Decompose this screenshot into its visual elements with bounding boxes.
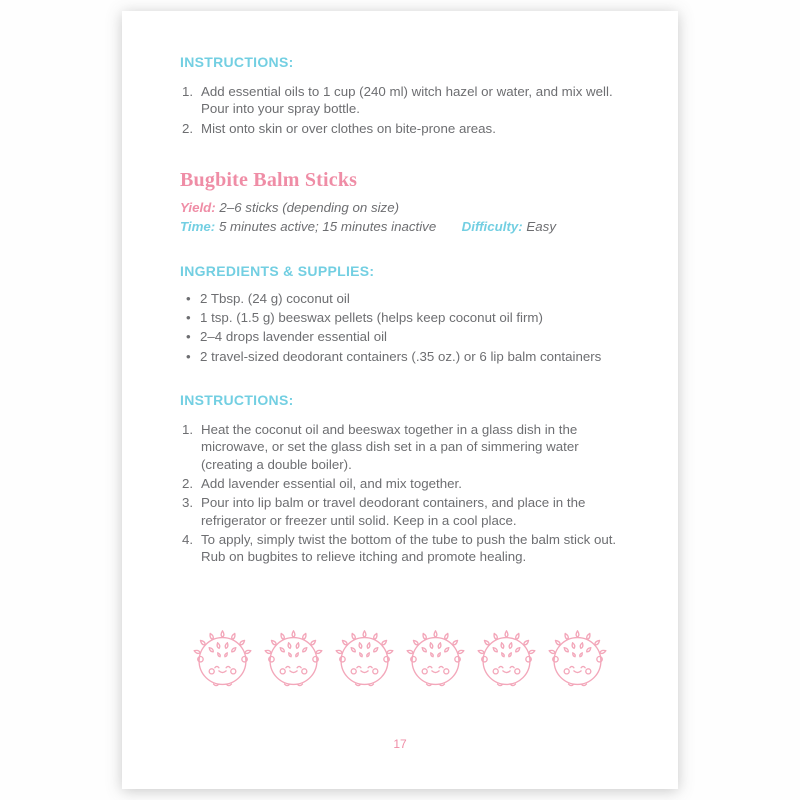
step-number: 4.	[182, 531, 194, 547]
page-content	[122, 11, 676, 565]
hedgehog-icon	[262, 625, 325, 688]
step-number: 2.	[182, 475, 194, 491]
step-text: Add lavender essential oil, and mix together.	[201, 475, 462, 491]
time-label: Time:	[180, 219, 216, 235]
ingredient-item: • 2 travel-sized deodorant containers (.35 oz.) or 6 lip balm containers	[186, 348, 632, 365]
hedgehog-icon	[404, 625, 467, 688]
hedgehog-icon	[546, 625, 609, 688]
difficulty-value: Easy	[526, 219, 556, 235]
instruction-step	[182, 421, 632, 473]
instructions-main-heading: INSTRUCTIONS:	[180, 391, 294, 408]
ingredient-item: • 2–4 drops lavender essential oil	[186, 328, 632, 345]
instructions-main-list	[180, 421, 632, 565]
instructions-top-list	[180, 83, 632, 137]
step-text: Pour into lip balm or travel deodorant containers, and place in the refrigerator or freezer until solid. Keep in a cool place.	[201, 495, 586, 528]
step-number: 1.	[182, 422, 194, 438]
ingredient-item: • 1 tsp. (1.5 g) beeswax pellets (helps keep coconut oil firm)	[186, 309, 632, 326]
instructions-main-section	[180, 391, 632, 565]
instruction-step	[182, 494, 632, 529]
step-number: 2.	[182, 120, 194, 136]
ingredient-item: • 2 Tbsp. (24 g) coconut oil	[186, 290, 632, 307]
step-text: Add essential oils to 1 cup (240 ml) witch hazel or water, and mix well. Pour into your spray bottle.	[201, 84, 613, 117]
instruction-step	[182, 83, 632, 118]
yield-line	[180, 199, 632, 216]
yield-label: Yield:	[180, 200, 216, 216]
time-value: 5 minutes active; 15 minutes inactive	[218, 219, 437, 235]
instruction-step	[182, 120, 632, 137]
step-text: Mist onto skin or over clothes on bite-prone areas.	[201, 120, 496, 136]
hedgehog-icon	[475, 625, 538, 688]
step-text: Heat the coconut oil and beeswax together in a glass dish in the microwave, or set the glass dish set in a pan of simmering water (creating a double boiler).	[201, 422, 579, 472]
step-text: To apply, simply twist the bottom of the tube to push the balm stick out. Rub on bugbites to relieve itching and promote healing.	[201, 531, 617, 565]
book-page	[122, 11, 678, 789]
yield-value: 2–6 sticks (depending on size)	[219, 200, 400, 216]
page-number: 17	[393, 737, 407, 751]
instruction-step	[182, 531, 632, 566]
recipe-title: Bugbite Balm Sticks	[180, 169, 358, 192]
hedgehog-decoration-row	[122, 625, 678, 688]
ingredients-heading: INGREDIENTS & SUPPLIES:	[180, 262, 375, 279]
instructions-top-heading: INSTRUCTIONS:	[180, 54, 294, 70]
hedgehog-icon	[191, 625, 254, 688]
ingredients-list	[180, 290, 632, 365]
hedgehog-icon	[333, 625, 396, 688]
instruction-step	[182, 475, 632, 492]
step-number: 3.	[182, 495, 194, 511]
difficulty-label: Difficulty:	[461, 219, 523, 235]
ingredients-section	[180, 262, 632, 365]
step-number: 1.	[182, 84, 194, 100]
time-difficulty-line	[180, 218, 632, 235]
recipe-meta	[180, 199, 632, 236]
